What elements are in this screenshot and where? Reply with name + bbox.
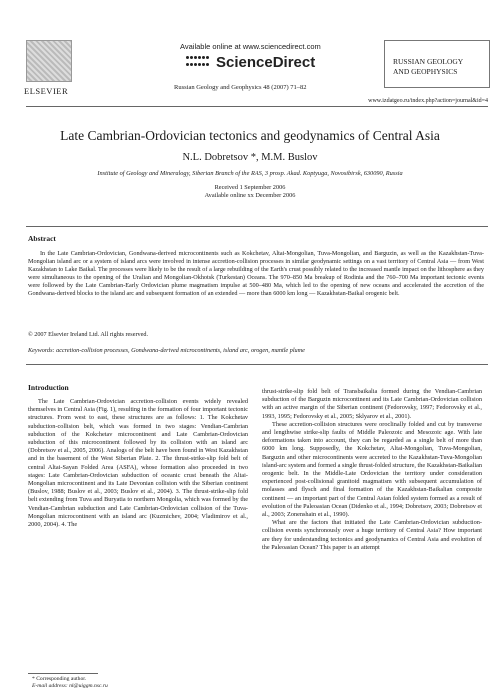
- article-dates: [0, 184, 500, 200]
- abstract-bottom-divider: [26, 364, 488, 365]
- footnote: [32, 676, 108, 690]
- section-heading-introduction: Introduction: [28, 383, 69, 392]
- sciencedirect-dots-icon: [186, 56, 212, 70]
- body-paragraph: What are the factors that initiated the Late Cambrian-Ordovician subduction-collision events synchronously over a huge territory of Central Asia? How important are they for understanding tectonics and geodynamics of Central Asia and evolution of the Paleoasian Ocean? This paper is an attempt: [262, 519, 482, 551]
- journal-name-line1: RUSSIAN GEOLOGY: [393, 57, 464, 66]
- abstract-text: In the Late Cambrian-Ordovician, Gondwana-derived microcontinents such as Kokchetav, Altai-Mongolian, Tuva-Mongolian, and Barguzin, as well as the Kazakhstan-Tuva-Mongolian island arc or a system of island arcs were involved in intense accretion-collision processes in similar geodynamic settings on a vast territory of Central Asia — from West Kazakhstan to Lake Baikal. The processes were likely to be the result of a large rebuilding of the Earth's crust possibly related to the increased mantle impact on the lithosphere as they were simultaneous to the opening of the Uralian and Mongolian-Okhotsk (Turkestan) Oceans. The 970–850 Ma breakup of Rodinia and the 760–700 Ma important tectonic events were followed by the Late Cambrian-Early Ordovician plume magmatism impulse at 500–480 Ma, which led to the opening of new oceans and accelerated the accretion of the Gondwana-derived blocks to the island arc and subsequent formation of an extended — more than 6000 km long — Kazakhstan-Baikal orogenic belt.: [28, 250, 484, 298]
- sciencedirect-wordmark: ScienceDirect: [216, 54, 316, 71]
- journal-url[interactable]: www.izdatgeo.ru/index.php?action=journal&id=4: [368, 98, 488, 104]
- copyright-notice: © 2007 Elsevier Ireland Ltd. All rights reserved.: [28, 331, 148, 338]
- body-right-column: [262, 388, 482, 552]
- body-paragraph: These accretion-collision structures were oroclinally folded and cut by transverse and lengthwise strike-slip faults of Middle Paleozoic and Mesozoic age. With late deformations taken into account, they can be regarded as a single belt of more than 6000 km long. Supposedly, the Kokchetav, Altai-Mongolian, Tuva-Mongolian, Barguzin and other microcontinents were accreted to the Kazakhstan-Tuva-Mongolian island-arc system and formed a single thrust-folded structure, the Kazakhstan-Baikalian orogenic belt. In the Middle-Late Ordovician the territory under consideration experienced post-collisional granitoid magmatism with subsequent accumulation of molasses and flysch and final formation of the Kazakhstan-Baikalian composite continent — an important part of the Central Asian folded system formed as a result of evolution of the Paleoasian Ocean (Didenko et al., 1994; Dobretsov, 2003; Dobretsov et al., 2003; Zonenshain et al., 1990).: [262, 420, 482, 519]
- publisher-name: ELSEVIER: [24, 86, 69, 96]
- abstract-top-divider: [26, 226, 488, 227]
- article-authors: N.L. Dobretsov *, M.M. Buslov: [182, 152, 318, 163]
- body-paragraph: thrust-strike-slip fold belt of Transbaikalia formed during the Vendian-Cambrian subduction of the Barguzin microcontinent and its Late Cambrian-Ordovician collision with an active margin of the Siberian continent (Fedorovsky, 1997; Fedorovsky et al., 1993, 1995; Fedorovsky et al., 2005; Sklyarov et al., 2001).: [262, 388, 482, 420]
- available-online-text: Available online at www.sciencedirect.com: [180, 42, 321, 51]
- journal-citation: Russian Geology and Geophysics 48 (2007) 71–82: [174, 84, 307, 91]
- sciencedirect-logo: [186, 54, 315, 71]
- abstract-heading: Abstract: [28, 234, 56, 243]
- author-affiliation: Institute of Geology and Mineralogy, Siberian Branch of the RAS, 3 prosp. Akad. Koptyuga, Novosibirsk, 630090, Russia: [97, 170, 403, 177]
- article-title: Late Cambrian-Ordovician tectonics and geodynamics of Central Asia: [60, 128, 440, 143]
- body-left-column: [28, 398, 248, 529]
- available-date: Available online xx December 2006: [204, 192, 296, 199]
- journal-name-line2: AND GEOPHYSICS: [393, 67, 458, 76]
- journal-name-box: [384, 40, 490, 88]
- footnote-corresponding-author: * Corresponding author.: [32, 676, 87, 682]
- header-divider: [26, 106, 488, 107]
- received-date: Received 1 September 2006: [214, 184, 286, 191]
- footnote-divider: [28, 673, 98, 674]
- elsevier-tree-logo: [26, 40, 72, 82]
- footnote-email[interactable]: E-mail address: nl@uiggm.nsc.ru: [32, 683, 108, 689]
- body-paragraph: The Late Cambrian-Ordovician accretion-collision events widely revealed themselves in Central Asia (Fig. 1), resulting in the formation of four important tectonic structures. From west to east, these structures are as follows: 1. The Kokchetav subduction-collision belt, which was formed in two stages: Vendian-Cambrian subduction of the Kokchetav microcontinent and Late Cambrian-Ordovician subduction of this microcontinent followed by its collision with an island arc (Dobretsov et al., 2005, 2006). Analogs of the belt have been found in West Kazakhstan and in the basement of the West Siberian Plate. 2. The thrust-strike-slip fold belt of central Altai-Sayan Folded Area (ASFA), whose formation also proceeded in two stages: Late Cambrian-Ordovician subduction of oceanic crust beneath the Altai-Mongolian microcontinent and its Late Devonian collision with the Siberian continent (Buslov, 1988; Buslov et al., 2003; Buslov et al., 2004). 3. The thrust-strike-slip fold belt extending from Tuva and Buryatia to northern Mongolia, which was formed by the Vendian-Cambrian subduction and Late Cambrian-Ordovician collision of the Tuva-Mongolian microcontinent with an island arc (Kuzmichev, 2004; Vladimirov et al., 2000, 2004). 4. The: [28, 398, 248, 529]
- journal-header: [0, 0, 500, 96]
- keywords: Keywords: accretion-collision processes, Gondwana-derived microcontinents, island arc, orogen, mantle plume: [28, 347, 305, 354]
